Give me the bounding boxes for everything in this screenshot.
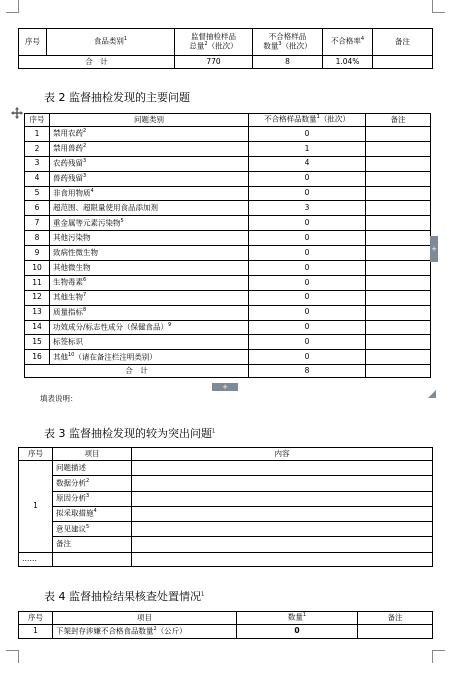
table-row	[25, 186, 431, 201]
row-issue-name: 其他污染物	[53, 232, 91, 242]
total-label: 合 计	[25, 365, 249, 378]
row-note	[366, 335, 431, 350]
footnote-marker: 3	[83, 158, 87, 165]
row-issue-name: 其他微生物	[53, 262, 91, 272]
row-issue-category	[50, 231, 249, 246]
table-row	[25, 171, 431, 186]
row-content	[132, 522, 433, 537]
footnote-marker: 2	[153, 625, 157, 632]
footnote-marker: 1	[123, 36, 128, 43]
row-seq: 1	[19, 461, 53, 553]
row-issue-category	[50, 127, 249, 142]
footnote-marker: 1	[316, 114, 320, 121]
header-item: 项目	[53, 612, 237, 625]
header-unqualified-count	[249, 114, 366, 127]
crop-mark-bottom-right	[432, 650, 445, 663]
row-seq: 1	[25, 127, 50, 142]
row-count: 0	[249, 216, 366, 231]
row-seq: 9	[25, 246, 50, 261]
table-1-total-row	[19, 56, 433, 69]
header-item: 项目	[53, 448, 132, 461]
row-issue-category	[50, 216, 249, 231]
row-count: 0	[249, 275, 366, 290]
footnote-marker: 10	[68, 351, 75, 358]
table-4-header-row	[19, 612, 433, 625]
table-1-header-row	[19, 29, 433, 56]
row-issue-name-suffix: （请在备注栏注明类别）	[74, 352, 157, 362]
table-row	[25, 305, 431, 320]
header-food-category-label: 食品类别	[93, 36, 124, 46]
table-2-title: 表 2 监督抽检发现的主要问题	[44, 91, 190, 104]
row-issue-category	[50, 335, 249, 350]
row-count: 1	[249, 141, 366, 156]
row-count: 4	[249, 156, 366, 171]
row-count: 3	[249, 201, 366, 216]
table-row	[25, 156, 431, 171]
row-note	[366, 156, 431, 171]
total-count: 8	[249, 365, 366, 378]
header-quantity-label: 数量	[287, 612, 303, 622]
table-3-prominent-issues	[18, 447, 433, 567]
row-content	[132, 537, 433, 552]
footnote-marker: 1	[201, 591, 205, 598]
add-icon: +	[222, 383, 228, 391]
row-seq: 15	[25, 335, 50, 350]
total-rate: 1.04%	[323, 56, 373, 69]
header-sample-total-unit: （批次）	[207, 41, 238, 51]
footnote-marker: 3	[278, 40, 282, 47]
row-issue-name: 致病性微生物	[53, 247, 98, 257]
row-count: 0	[249, 127, 366, 142]
footnote-marker: 2	[83, 128, 87, 135]
row-quantity: 0	[237, 625, 358, 639]
row-content	[132, 552, 433, 566]
row-count: 0	[249, 261, 366, 276]
header-seq: 序号	[19, 612, 53, 625]
header-seq: 序号	[19, 29, 47, 56]
row-count: 0	[249, 246, 366, 261]
row-issue-category	[50, 156, 249, 171]
row-note	[366, 141, 431, 156]
crop-mark-top-left	[6, 0, 19, 13]
row-item	[53, 552, 132, 566]
header-note: 备注	[358, 612, 433, 625]
row-count: 0	[249, 350, 366, 365]
row-note	[366, 350, 431, 365]
row-note	[366, 290, 431, 305]
table-row	[25, 246, 431, 261]
footnote-marker: 4	[93, 508, 97, 515]
header-unqualified-rate	[323, 29, 373, 56]
row-count: 0	[249, 335, 366, 350]
row-note	[366, 127, 431, 142]
footnote-marker: 9	[168, 321, 172, 328]
row-issue-name: 标签标识	[53, 337, 83, 347]
table-row	[19, 522, 433, 537]
footnote-marker: 2	[86, 477, 90, 484]
row-note	[366, 320, 431, 335]
row-issue-category	[50, 186, 249, 201]
footnote-marker: 4	[360, 36, 365, 43]
row-item	[53, 506, 132, 521]
table-row	[25, 320, 431, 335]
row-content	[132, 461, 433, 476]
row-seq: 5	[25, 186, 50, 201]
row-item	[53, 625, 237, 639]
crop-mark-top-right	[432, 0, 445, 13]
table-row	[25, 231, 431, 246]
table-row	[19, 491, 433, 506]
row-item	[53, 476, 132, 491]
row-issue-category	[50, 261, 249, 276]
row-note	[366, 275, 431, 290]
row-item-name: 备注	[56, 539, 71, 549]
table-4-disposal	[18, 611, 433, 639]
table-2-total-row	[25, 365, 431, 378]
table-2-main-issues	[24, 113, 431, 378]
table-row	[19, 625, 433, 639]
row-count: 0	[249, 171, 366, 186]
table-3-header-row	[19, 448, 433, 461]
footnote-marker: 8	[83, 307, 87, 314]
row-note	[366, 261, 431, 276]
row-content	[132, 476, 433, 491]
table-row	[25, 216, 431, 231]
row-item-name: 原因分析	[56, 493, 86, 503]
row-note	[366, 305, 431, 320]
row-issue-category	[50, 290, 249, 305]
row-seq: 12	[25, 290, 50, 305]
footnote-marker: 6	[83, 277, 87, 284]
row-issue-name: 功效成分/标志性成分（保健食品）	[53, 322, 169, 332]
header-sample-total-line2: 总量	[189, 41, 205, 51]
row-seq: 2	[25, 141, 50, 156]
row-seq: 6	[25, 201, 50, 216]
row-issue-category	[50, 171, 249, 186]
row-content	[132, 491, 433, 506]
table-4-title-text: 表 4 监督抽检结果核查处置情况	[44, 590, 201, 603]
header-unqualified-line1: 不合格样品	[268, 32, 307, 42]
row-issue-name: 生物毒素	[53, 277, 83, 287]
row-issue-category	[50, 201, 249, 216]
row-item-unit: （公斤）	[156, 626, 187, 636]
row-note	[366, 231, 431, 246]
row-note	[358, 625, 433, 639]
row-issue-category	[50, 141, 249, 156]
footnote-marker: 2	[204, 40, 208, 47]
row-count: 0	[249, 290, 366, 305]
row-seq: 11	[25, 275, 50, 290]
row-item	[53, 522, 132, 537]
row-issue-name: 质量指标	[53, 307, 83, 317]
total-note	[366, 365, 431, 378]
row-issue-name: 其他	[53, 352, 68, 362]
resize-handle-icon[interactable]	[428, 383, 436, 391]
table-row	[19, 506, 433, 521]
table-row	[19, 476, 433, 491]
total-label: 合 计	[19, 56, 175, 69]
ellipsis-cell: ……	[19, 552, 53, 566]
total-samples: 770	[175, 56, 253, 69]
row-issue-name: 重金属等元素污染物	[53, 218, 121, 228]
table-row	[19, 537, 433, 552]
footnote-marker: 1	[212, 428, 216, 435]
header-count-unit: （批次）	[319, 114, 350, 124]
table-4-title	[44, 588, 204, 604]
table-3-title	[44, 425, 215, 441]
header-content: 内容	[132, 448, 433, 461]
footnote-marker: 3	[86, 493, 90, 500]
footnote-marker: 5	[120, 217, 124, 224]
row-item	[53, 491, 132, 506]
row-count: 0	[249, 231, 366, 246]
row-issue-name: 非食用物质	[53, 188, 91, 198]
row-seq: 10	[25, 261, 50, 276]
footnote-marker: 2	[83, 143, 87, 150]
crop-mark-bottom-left	[6, 650, 19, 663]
row-issue-name: 兽药残留	[53, 173, 83, 183]
row-count: 0	[249, 186, 366, 201]
row-seq: 4	[25, 171, 50, 186]
row-issue-category	[50, 320, 249, 335]
header-note: 备注	[373, 29, 433, 56]
row-note	[366, 201, 431, 216]
header-unqualified-line2: 数量	[263, 41, 279, 51]
row-count: 0	[249, 305, 366, 320]
row-seq: 14	[25, 320, 50, 335]
total-note	[373, 56, 433, 69]
add-icon: +	[431, 245, 437, 253]
table-2-footnote: 填表说明：	[40, 394, 78, 403]
header-food-category	[47, 29, 175, 56]
footnote-marker: 5	[86, 523, 90, 530]
header-rate-label: 不合格率	[330, 36, 361, 46]
row-count: 0	[249, 320, 366, 335]
header-unqualified-unit: （批次）	[281, 41, 312, 51]
row-issue-category	[50, 246, 249, 261]
table-row	[25, 261, 431, 276]
row-item	[53, 461, 132, 476]
header-count-label: 不合格样品数量	[264, 114, 317, 124]
footnote-marker: 1	[302, 612, 307, 619]
row-note	[366, 216, 431, 231]
header-sample-total	[175, 29, 253, 56]
header-quantity	[237, 612, 358, 625]
row-issue-name: 超范围、超限量使用食品添加剂	[53, 203, 158, 213]
row-issue-category	[50, 275, 249, 290]
footnote-marker: 7	[83, 292, 87, 299]
header-sample-total-line1: 监督抽检样品	[191, 32, 236, 42]
total-unqualified: 8	[253, 56, 323, 69]
row-seq: 3	[25, 156, 50, 171]
row-item-name: 数据分析	[56, 478, 86, 488]
table-row	[25, 201, 431, 216]
row-issue-name: 其他生物	[53, 292, 83, 302]
row-issue-name: 农药残留	[53, 158, 83, 168]
row-content	[132, 506, 433, 521]
row-item-name: 问题描述	[56, 462, 86, 472]
table-2-header-row	[25, 114, 431, 127]
table-row-ellipsis	[19, 552, 433, 566]
row-note	[366, 186, 431, 201]
row-item-name: 拟采取措施	[56, 508, 94, 518]
row-item-name: 下架封存涉嫌不合格食品数量	[56, 626, 154, 636]
row-issue-category	[50, 305, 249, 320]
row-issue-name: 禁用农药	[53, 128, 83, 138]
table-3-title-text: 表 3 监督抽检发现的较为突出问题	[44, 427, 212, 440]
row-issue-category	[50, 350, 249, 365]
table-row	[25, 335, 431, 350]
header-seq: 序号	[19, 448, 53, 461]
row-note	[366, 246, 431, 261]
header-issue-category: 问题类别	[50, 114, 249, 127]
row-seq: 13	[25, 305, 50, 320]
table-row	[25, 290, 431, 305]
row-item-name: 意见建议	[56, 524, 86, 534]
row-seq: 1	[19, 625, 53, 639]
table-row	[19, 461, 433, 476]
table-row	[25, 350, 431, 365]
row-note	[366, 171, 431, 186]
row-item	[53, 537, 132, 552]
header-seq: 序号	[25, 114, 50, 127]
footnote-marker: 4	[90, 187, 94, 194]
row-seq: 8	[25, 231, 50, 246]
row-seq: 16	[25, 350, 50, 365]
row-issue-name: 禁用兽药	[53, 143, 83, 153]
table-row	[25, 141, 431, 156]
table-row	[25, 127, 431, 142]
add-row-button[interactable]	[212, 383, 238, 391]
footnote-marker: 3	[83, 173, 87, 180]
move-cross-icon[interactable]	[11, 104, 23, 116]
header-note: 备注	[366, 114, 431, 127]
add-column-button[interactable]	[430, 236, 438, 262]
row-seq: 7	[25, 216, 50, 231]
header-unqualified-count	[253, 29, 323, 56]
table-1-summary	[18, 28, 433, 69]
table-row	[25, 275, 431, 290]
